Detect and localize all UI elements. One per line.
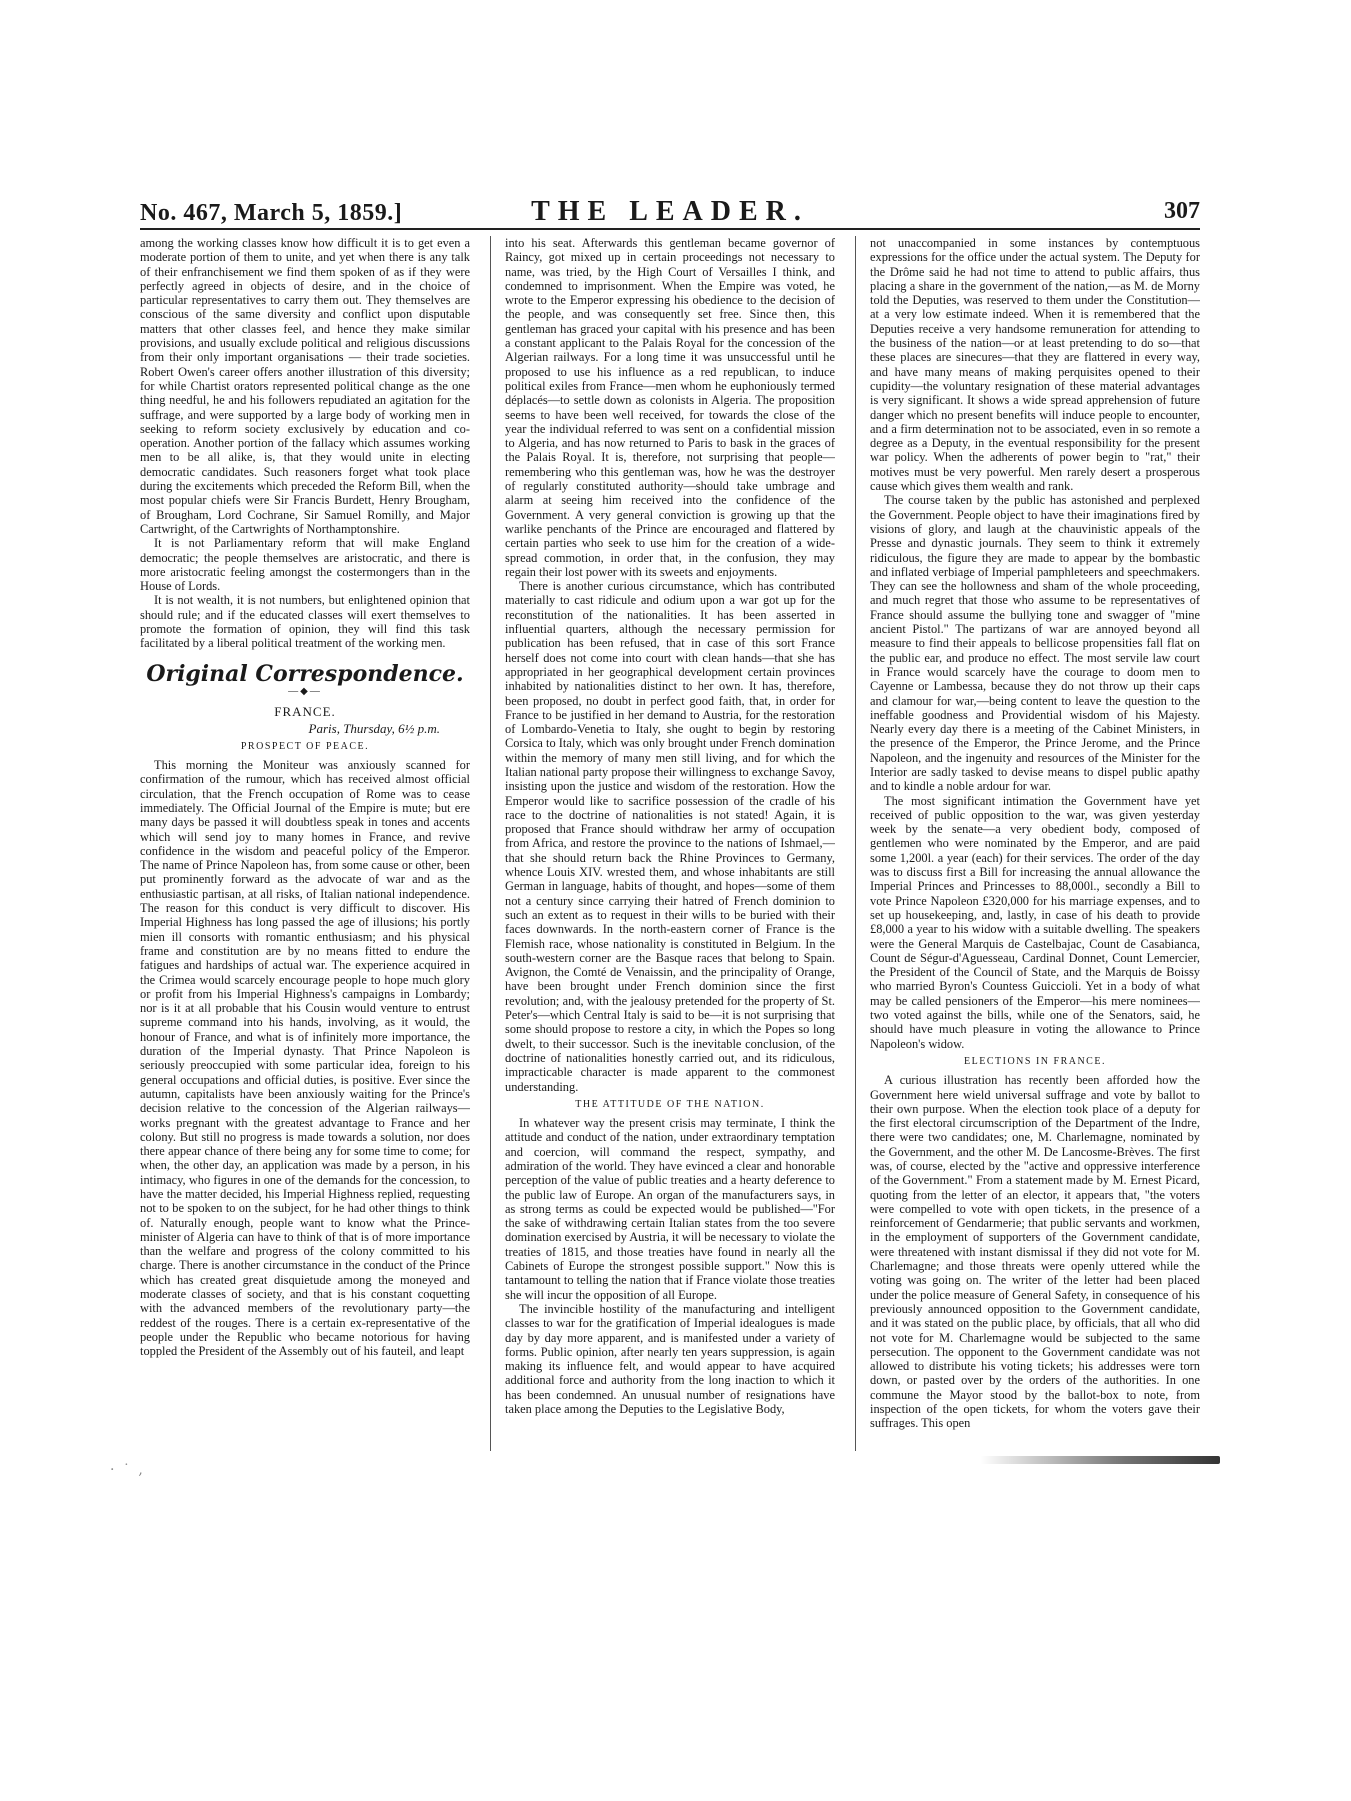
masthead-title: THE LEADER. (531, 196, 809, 227)
paragraph: A curious illustration has recently been afforded how the Government here wield universal suffrage and vote by ballot to their own purpose. When the election took place of a deputy for the first electoral circumscription of the Department of the Indre, there were two candidates; one, M. Charlemagne, nominated by the Government, and the other M. De Lancosme-Brèves. The first was, of course, elected by the "active and oppressive interference of the Government." From a statement made by M. Ernest Picard, quoting from the letter of an elector, it appears that, "the voters were compelled to vote with open tickets, in the presence of a reinforcement of Gendarmerie; that public servants and workmen, in the employment of supporters of the Government candidate, were threatened with instant dismissal if they did not vote for M. Charlemagne; and those threats were openly uttered while the voting was going on. The writer of the letter had been placed under the police measure of General Safety, in consequence of his previously announced opposition to the Government candidate, and it was stated on the public place, by officials, that all who did not vote for M. Charlemagne would be subjected to the same persecution. The opponent to the Government candidate was not allowed to distribute his voting tickets; his addresses were torn down, or pasted over by the orders of the authorities. In one commune the Mayor stood by the ballot-box to note, from inspection of the open tickets, for whom the voters gave their suffrages. This open (870, 1073, 1200, 1431)
article-subhead: ELECTIONS IN FRANCE. (964, 1055, 1106, 1067)
paragraph: It is not wealth, it is not numbers, but enlightened opinion that should rule; and if the educated classes will exert themselves to promote the formation of opinion, they will find this task facilitated by a liberal political treatment of the working men. (140, 593, 470, 651)
paper-specks: · ˙ , (110, 1462, 145, 1478)
column-divider (490, 236, 491, 1451)
column-divider (855, 236, 856, 1451)
column-2 (505, 236, 835, 1451)
header-rule (140, 228, 1200, 230)
ornament-divider: —◆— (288, 685, 322, 697)
paragraph: In whatever way the present crisis may terminate, I think the attitude and conduct of the nation, under extraordinary temptation and coercion, will command the respect, sympathy, and admiration of the world. They have evinced a clear and honorable perception of the value of public treaties and a hearty deference to the public law of Europe. An organ of the manufacturers says, in as strong terms as could be expected would be published—"For the sake of withdrawing certain Italian states from the too severe domination exercised by Austria, it will be necessary to violate the treaties of 1815, and those treaties have found in nearly all the Cabinets of Europe the strongest possible support." Now this is tantamount to telling the nation that if France violate those treaties she will incur the opposition of all Europe. (505, 1116, 835, 1302)
column-1 (140, 236, 470, 1451)
paragraph: This morning the Moniteur was anxiously scanned for confirmation of the rumour, which has received almost official circulation, that the French occupation of Rome was to cease immediately. The Official Journal of the Empire is mute; but ere many days be passed it will doubtless speak in tones and accents which will send joy to many homes in France, and revive confidence in the wisdom and peaceful policy of the Emperor. The name of Prince Napoleon has, from some cause or other, been put prominently forward as the advocate of war and as the enthusiastic partisan, at all risks, of Italian national independence. The reason for this conduct is very difficult to discover. His Imperial Highness has long passed the age of illusions; his portly mien ill consorts with romantic enthusiasm; and his physical frame and constitution are by no means fitted to endure the fatigues and hardships of actual war. The experience acquired in the Crimea would scarcely encourage people to hope much glory or profit from his Imperial Highness's campaigns in Lombardy; nor is it at all probable that his Cousin would venture to entrust supreme command into his hands, involving, as it would, the honour of France, and what is of infinitely more importance, the duration of the Imperial dynasty. That Prince Napoleon is seriously preoccupied with some particular idea, foreign to his general occupations and official duties, is positive. Ever since the autumn, capitalists have been anxiously waiting for the Prince's decision relative to the concession of the Algerian railways—works pregnant with the greatest advantage to France and her colony. But still no progress is made towards a solution, nor does there appear chance of there being any for some time to come; for when, the other day, an application was made by a person, in his intimacy, who figures in one of the demands for the concession, to have the matter decided, his Imperial Highness replied, requesting not to be spoken to on the subject, for he had other things to think of. Naturally enough, people want to know what the Prince-minister of Algeria can have to think of that is of more importance than the welfare and progress of the colony committed to his charge. There is another circumstance in the conduct of the Prince which has created great disquietude among the moneyed and moderate classes of society, and that is his constant coquetting with the advanced members of the revolutionary party—the reddest of the rouges. There is a certain ex-representative of the people under the Republic who became notorious for having toppled the President of the Assembly out of his fauteil, and leapt (140, 758, 470, 1359)
page-number: 307 (1164, 198, 1200, 224)
page-header (140, 196, 1200, 227)
paragraph: not unaccompanied in some instances by contemptuous expressions for the office under the actual system. The Deputy for the Drôme said he had not time to attend to public affairs, thus placing a share in the government of the nation,—as M. de Morny told the Deputies, was reserved to them under the Constitution—at a very low estimate indeed. When it is remembered that the Deputies receive a very handsome remuneration for attending to the business of the nation—or at least pretending to do so—that these places are sinecures—that they are flattered in every way, and have many means of making perquisites opened to their cupidity—the voluntary resignation of these material advantages is very significant. It shows a wide spread apprehension of future danger which no present benefits will induce people to encounter, and a firm determination not to be associated, even in so remote a degree as a Deputy, in the eventual responsibility for the present war policy. When the adherents of power begin to "rat," their motives must be very powerful. Men rarely desert a prosperous cause which gives them wealth and rank. (870, 236, 1200, 494)
section-title: Original Correspondence. (146, 660, 464, 687)
dateline: Paris, Thursday, 6½ p.m. (308, 720, 440, 736)
country-heading: FRANCE. (274, 704, 336, 720)
article-subhead: PROSPECT OF PEACE. (240, 740, 370, 752)
issue-date: No. 467, March 5, 1859.] (140, 200, 403, 226)
paragraph: The most significant intimation the Government have yet received of public opposition to the war, was given yesterday week by the senate—a very obedient body, composed of gentlemen who were nominated by the Emperor, and are paid some 1,200l. a year (each) for their services. The order of the day was to discuss first a Bill for increasing the annual allowance the Imperial Princes and Princesses to 88,000l., secondly a Bill to vote Prince Napoleon £320,000 for his marriage expenses, and to set up housekeeping, and, lastly, in case of his death to provide £8,000 a year to his widow with a suitable dwelling. The speakers were the General Marquis de Castelbajac, Count de Casabianca, Count de Ségur-d'Aguesseau, Cardinal Donnet, Count Lemercier, the President of the Council of State, and the Marquis de Boissy who married Byron's Countess Guiccioli. Yet in a body of what may be called pensioners of the Emperor—his mere nominees—two voted against the bills, while one of the Senators, said, he should have much pleasure in voting the allowance to Prince Napoleon's widow. (870, 793, 1200, 1051)
paragraph: The invincible hostility of the manufacturing and intelligent classes to war for the gratification of Imperial idealogues is made day by day more apparent, and is manifested under a variety of forms. Public opinion, after nearly ten years suppression, is again making its influence felt, and would appear to have acquired additional force and authority from the long inaction to which it has been condemned. An unusual number of resignations have taken place among the Deputies to the Legislative Body, (505, 1301, 835, 1417)
paragraph: There is another curious circumstance, which has contributed materially to cast ridicule and odium upon a war got up for the reconstitution of the nationalities. It has been asserted in influential quarters, although the necessary permission for publication has been refused, that in case of this sort France herself does not come into court with clean hands—that she has appropriated in her geographical development certain provinces inhabited by nationalities distinct to her own. It has, therefore, been proposed, no doubt in perfect good faith, that, in order for France to be justified in her demand to Austria, for the restoration of Lombardo-Venetia to Italy, she ought to begin by restoring Corsica to Italy, which was only brought under French domination within the memory of many men still living, and for which the Italian national party propose their willingness to exchange Savoy, insisting upon the justice and wisdom of the restoration. How the Emperor would like to sacrifice possession of the cradle of his race to the doctrine of nationalities is not stated! Again, it is proposed that France should withdraw her army of occupation from Africa, and restore the province to the nations of Ishmael,—that she should return back the Rhine Provinces to Germany, whence Louis XIV. wrested them, and whose inhabitants are still German in language, habits of thought, and hopes—some of them not a century since carrying their hatred of French dominion to such an extent as to request in their wills to be buried with their faces downwards. In the north-eastern corner of France is the Flemish race, whose nationality is constituted in Belgium. In the south-western corner are the Basque races that belong to Spain. Avignon, the Comté de Venaissin, and the principality of Orange, have been brought under French dominion since the first revolution; and, with the jealousy pretended for the property of St. Peter's—which Central Italy is said to be—it is not surprising that some should propose to restore a city, in which the Popes so long dwelt, to their successor. Such is the inevitable conclusion, of the doctrine of nationalities honestly carried out, and its ridiculous, impracticable character is made apparent to the commonest understanding. (505, 579, 835, 1094)
paragraph: It is not Parliamentary reform that will make England democratic; the people themselves are aristocratic, and there is more aristocratic feeling amongst the costermongers than in the House of Lords. (140, 536, 470, 594)
column-3 (870, 236, 1200, 1451)
paragraph: into his seat. Afterwards this gentleman became governor of Raincy, got mixed up in certain proceedings not necessary to name, was tried, by the High Court of Versailles I think, and condemned to imprisonment. When the Empire was voted, he wrote to the Emperor expressing his obedience to the decision of the people, and was consequently set free. Since then, this gentleman has graced your capital with his presence and has been a constant applicant to the Palais Royal for the concession of the Algerian railways. For a long time it was unsuccessful until he proposed to use his influence as a red republican, to induce political exiles from France—men whom he euphoniously termed déplacés—to settle down as colonists in Algeria. The proposition seems to have been well received, for towards the close of the year the individual referred to was sent on a confidential mission to Algeria, and has now returned to Paris to bask in the graces of the Palais Royal. It is, therefore, not surprising that people—remembering who this gentleman was, how he was the destroyer of regularly constituted authority—should take umbrage and alarm at seeing him received into the confidence of the Government. A very general conviction is growing up that the warlike penchants of the Prince are encouraged and flattered by certain parties who seek to use him for the creation of a wide-spread commotion, in order that, in the confusion, they may regain their lost power with its sweets and enjoyments. (505, 236, 835, 579)
ink-smudge (980, 1456, 1220, 1464)
paragraph: The course taken by the public has astonished and perplexed the Government. People object to have their imaginations fired by visions of glory, and laugh at the chauvinistic appeals of the Presse and dynastic journals. They seem to think it extremely ridiculous, the figure they are made to appear by the bombastic and inflated verbiage of Imperial pamphleteers and speechmakers. They can see the hollowness and sham of the whole proceeding, and much regret that those who assume to be representatives of France should assume the bullying tone and swagger of "mine ancient Pistol." The partizans of war are annoyed beyond all measure to find their appeals to bellicose propensities fall flat on the public ear, and produce no effect. The most servile law court in France would scarcely have the courage to doom men to Cayenne or Lambessa, because they do not throw up their caps and clamour for war,—being content to leave the question to the ineffable goodness and Providential wisdom of his Majesty. Nearly every day there is a meeting of the Cabinet Ministers, in the presence of the Emperor, the Prince Jerome, and the Prince Napoleon, and the ingenuity and resources of the Minister for the Interior are sadly tasked to devise means to dispel public apathy and to kindle a noble ardour for war. (870, 493, 1200, 794)
paragraph: among the working classes know how difficult it is to get even a moderate portion of them to unite, and yet when there is any talk of their enfranchisement we find them spoken of as if they were perfectly agreed in objects of desire, and in the choice of particular representatives to carry them out. They themselves are conscious of the same diversity and conflict upon disputable matters that other classes feel, and hence they make similar provisions, and usually exclude political and religious discussions from their only important organisations — their trade societies. Robert Owen's career offers another illustration of this diversity; for while Chartist orators represented political change as the one thing needful, he and his followers repudiated an agitation for the suffrage, and were supported by a large body of working men in seeking to reform society exclusively by education and co-operation. Another portion of the fallacy which assumes working men to be all alike, is, that they would unite in electing democratic candidates. Such reasoners forget what took place during the excitements which preceded the Reform Bill, when the most popular chiefs were Sir Francis Burdett, Henry Brougham, of Brougham, Lord Cochrane, Sir Samuel Romilly, and Major Cartwright, of the Cartwrights of Northamptonshire. (140, 236, 470, 536)
article-subhead: THE ATTITUDE OF THE NATION. (575, 1098, 765, 1110)
